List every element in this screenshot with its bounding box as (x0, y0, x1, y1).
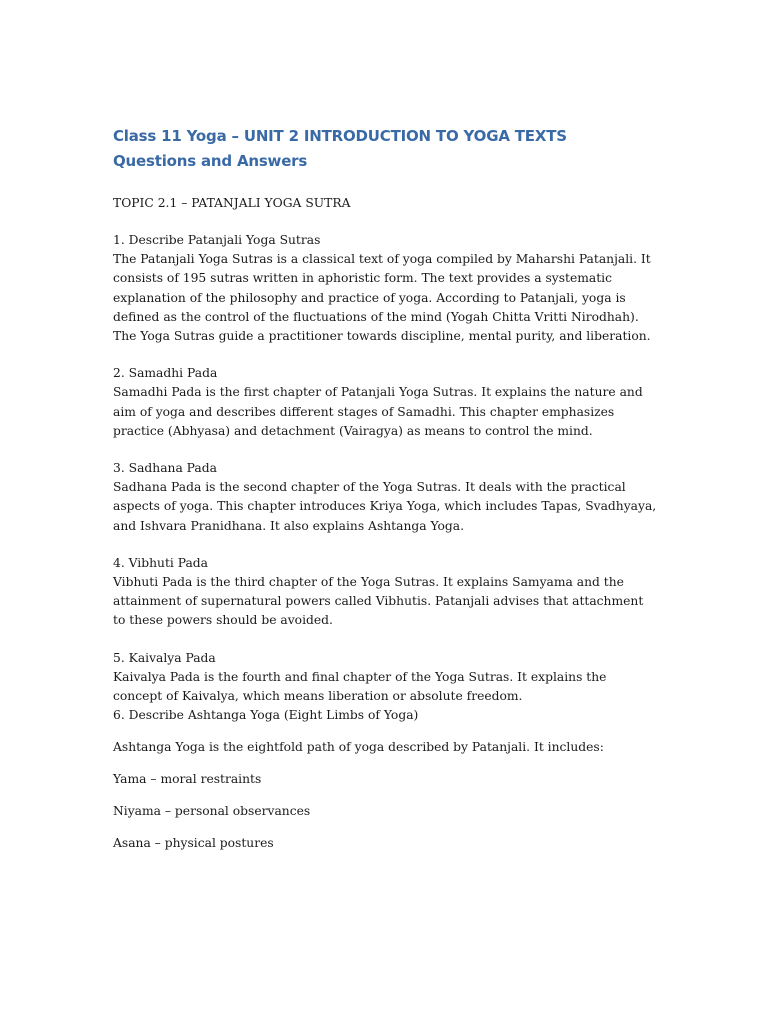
qa-section-3 (113, 459, 658, 536)
qa-section-1 (113, 231, 658, 346)
document-title (113, 124, 658, 174)
limb-item-asana: Asana – physical postures (113, 836, 274, 851)
qa-section-4 (113, 554, 658, 631)
answer-5: Kaivalya Pada is the fourth and final chapter of the Yoga Sutras. It explains the concept of Kaivalya, which means liberation or absolute freedom. (113, 669, 607, 704)
question-6: 6. Describe Ashtanga Yoga (Eight Limbs of Yoga) (113, 708, 419, 723)
title-line-2: Questions and Answers (113, 152, 308, 170)
question-2: 2. Samadhi Pada (113, 366, 218, 381)
question-6-intro: Ashtanga Yoga is the eightfold path of yoga described by Patanjali. It includes: (113, 740, 604, 755)
answer-2: Samadhi Pada is the first chapter of Patanjali Yoga Sutras. It explains the nature and aim of yoga and describes different stages of Samadhi. This chapter emphasizes practice (Abhyasa) and detachment (Vairagya) as means to control the mind. (113, 385, 643, 438)
answer-4: Vibhuti Pada is the third chapter of the Yoga Sutras. It explains Samyama and the attainment of supernatural powers called Vibhutis. Patanjali advises that attachment to these powers should be avoided. (113, 575, 644, 628)
qa-section-5 (113, 649, 658, 707)
answer-1: The Patanjali Yoga Sutras is a classical text of yoga compiled by Maharshi Patanjali. It consists of 195 sutras written in aphoristic form. The text provides a systematic explanation of the philosophy and practice of yoga. According to Patanjali, yoga is defined as the control of the fluctuations of the mind (Yogah Chitta Vritti Nirodhah). The Yoga Sutras guide a practitioner towards discipline, mental purity, and liberation. (113, 252, 651, 344)
title-line-1: Class 11 Yoga – UNIT 2 INTRODUCTION TO YOGA TEXTS (113, 127, 567, 145)
limb-item-niyama: Niyama – personal observances (113, 804, 311, 819)
topic-heading: TOPIC 2.1 – PATANJALI YOGA SUTRA (113, 196, 351, 210)
question-4: 4. Vibhuti Pada (113, 555, 208, 570)
question-3: 3. Sadhana Pada (113, 461, 217, 476)
question-5: 5. Kaivalya Pada (113, 650, 216, 665)
qa-section-2 (113, 364, 658, 441)
answer-3: Sadhana Pada is the second chapter of the Yoga Sutras. It deals with the practical aspects of yoga. This chapter introduces Kriya Yoga, which includes Tapas, Svadhyaya, and Ishvara Pranidhana. It also explains Ashtanga Yoga. (113, 480, 657, 533)
document-content (113, 124, 658, 853)
limb-item-yama: Yama – moral restraints (113, 772, 262, 787)
question-1: 1. Describe Patanjali Yoga Sutras (113, 233, 321, 247)
